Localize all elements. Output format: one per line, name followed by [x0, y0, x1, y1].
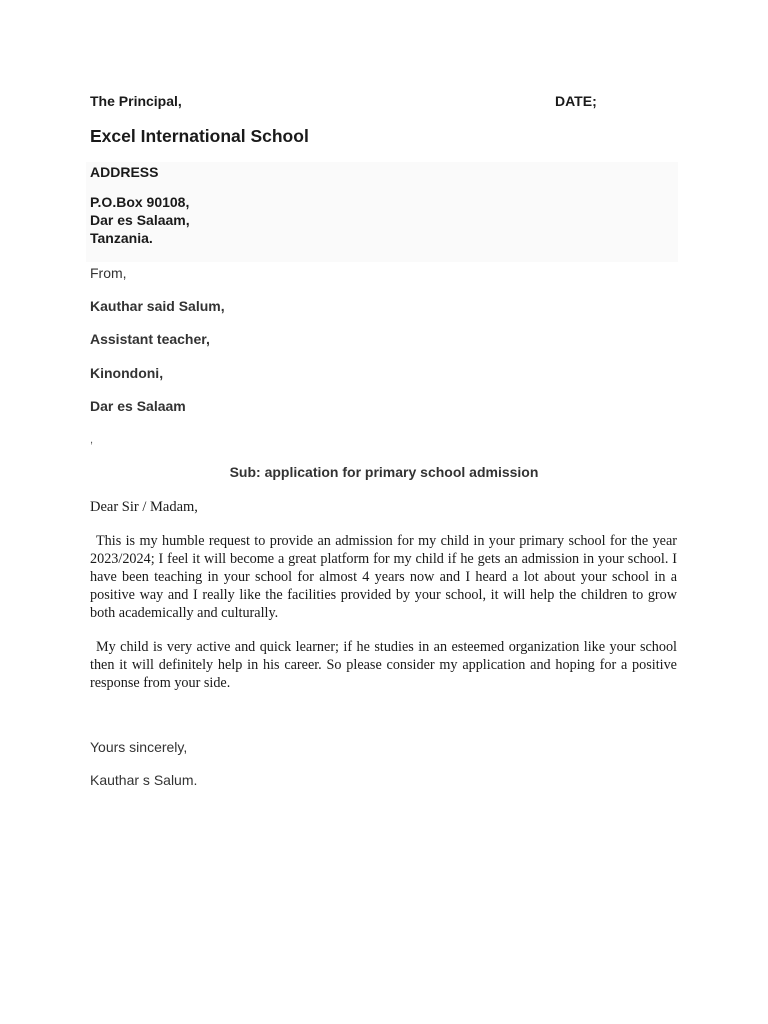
address-label: ADDRESS [90, 164, 159, 180]
address-line-1: P.O.Box 90108, [90, 194, 190, 210]
salutation: Dear Sir / Madam, [90, 499, 198, 515]
address-line-3: Tanzania. [90, 230, 153, 246]
sender-district: Kinondoni, [90, 365, 164, 381]
closing: Yours sincerely, [90, 739, 188, 755]
signature: Kauthar s Salum. [90, 772, 198, 788]
subject-line: Sub: application for primary school admission [229, 464, 539, 480]
from-label: From, [90, 265, 127, 281]
sender-city: Dar es Salaam [90, 398, 186, 414]
sender-position: Assistant teacher, [90, 331, 210, 347]
school-name: Excel International School [90, 126, 309, 146]
sender-name: Kauthar said Salum, [90, 298, 225, 314]
date-label: DATE; [555, 93, 597, 109]
body-paragraph-1: This is my humble request to provide an admission for my child in your primary school for the year 2023/2024; I feel it will become a great platform for my child if he gets an admission in your school. I have been teaching in your school for almost 4 years now and I heard a lot about your school in a positive way and I really like the facilities provided by your school, it will help the children to grow both academically and culturally. [90, 533, 677, 621]
address-line-2: Dar es Salaam, [90, 212, 190, 228]
body-paragraph-2: My child is very active and quick learner; if he studies in an esteemed organization like your school then it will definitely help in his career. So please consider my application and hoping for a positive response from your side. [90, 639, 677, 691]
stray-comma: , [90, 434, 94, 446]
recipient-title: The Principal, [90, 93, 182, 109]
